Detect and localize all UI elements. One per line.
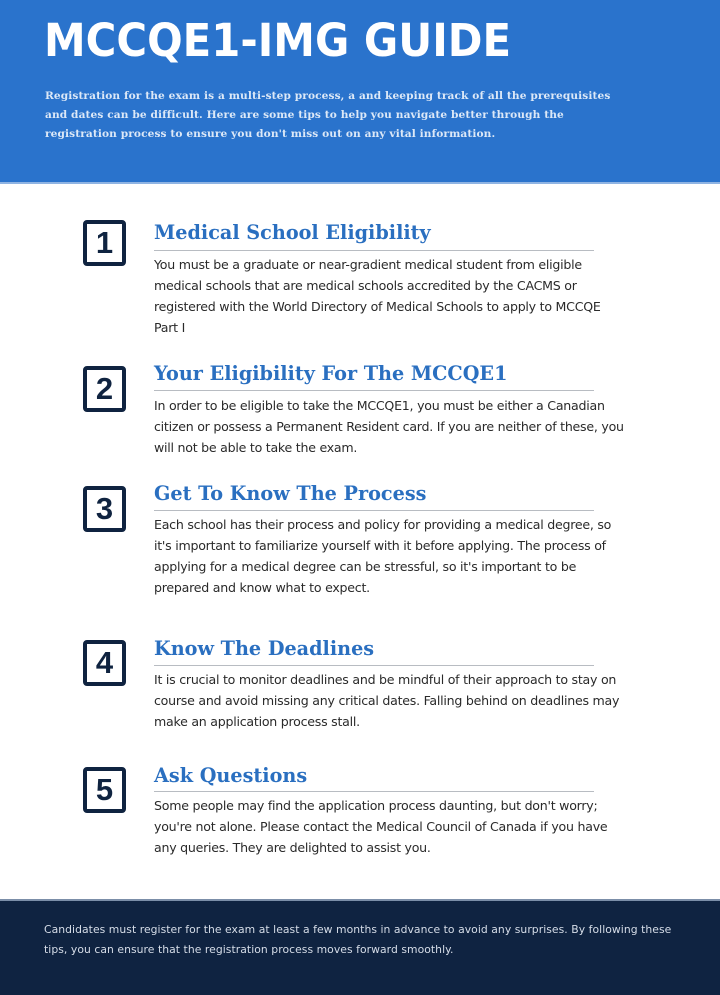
step-title: Medical School Eligibility	[154, 220, 431, 244]
number-2-icon: 2	[83, 366, 126, 412]
step-body: Each school has their process and policy for providing a medical degree, so it's important to familiarize yourself with it before applying. The process of applying for a medical degree can be stressful, so it's important to be prepared and know what to expect.	[154, 517, 612, 595]
step-body: Some people may find the application process daunting, but don't worry; you're not alone. Please contact the Medical Council of Canada if you have any queries. They are delighted to assist you.	[154, 798, 608, 855]
step-title: Get To Know The Process	[154, 481, 427, 505]
number-4-icon: 4	[83, 640, 126, 686]
divider	[154, 665, 594, 666]
divider	[154, 390, 594, 391]
step-title: Ask Questions	[154, 763, 308, 787]
step-title: Know The Deadlines	[154, 636, 375, 660]
number-1-icon: 1	[83, 220, 126, 266]
step-body: You must be a graduate or near-gradient medical student from eligible medical schools that are medical schools accredited by the CACMS or registered with the World Directory of Medical Schools to apply to MCCQE Part I	[154, 257, 601, 335]
footer-text: Candidates must register for the exam at least a few months in advance to avoid any surprises. By following these tips, you can ensure that the registration process moves forward smoothly.	[44, 923, 672, 956]
divider	[154, 510, 594, 511]
number-5-icon: 5	[83, 767, 126, 813]
divider	[154, 250, 594, 251]
step-body: It is crucial to monitor deadlines and be mindful of their approach to stay on course and avoid missing any critical dates. Falling behind on deadlines may make an application process stall.	[154, 672, 620, 729]
header-banner	[0, 0, 720, 184]
divider	[154, 791, 594, 792]
page-title: MCCQE1-IMG GUIDE	[44, 14, 512, 67]
intro-text: Registration for the exam is a multi-step process, a and keeping track of all the prerequisites and dates can be difficult. Here are some tips to help you navigate better through the registration process to ensure you don't miss out on any vital information.	[45, 90, 611, 140]
footer-banner	[0, 899, 720, 995]
number-3-icon: 3	[83, 486, 126, 532]
step-body: In order to be eligible to take the MCCQE1, you must be either a Canadian citizen or possess a Permanent Resident card. If you are neither of these, you will not be able to take the exam.	[154, 398, 624, 455]
step-title: Your Eligibility For The MCCQE1	[154, 361, 508, 385]
